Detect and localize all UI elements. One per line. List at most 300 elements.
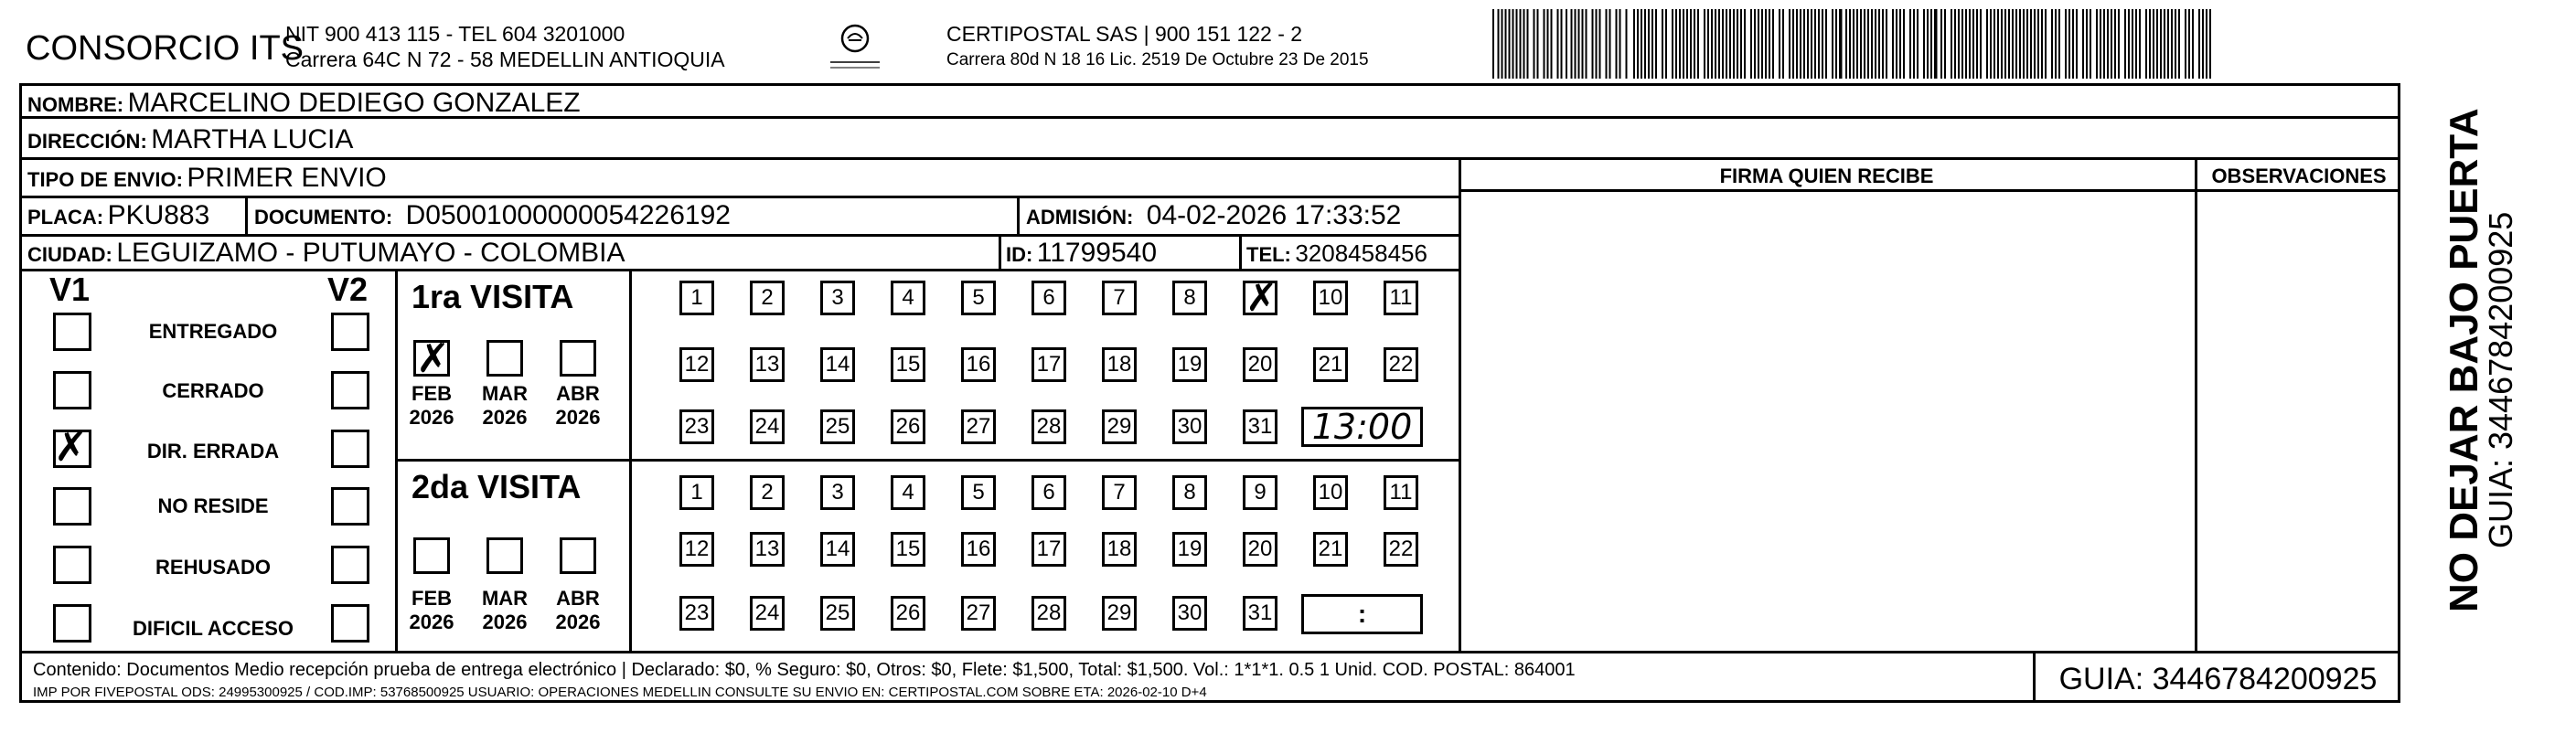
visit2-time: : bbox=[1357, 600, 1367, 628]
barcode-bar bbox=[2019, 9, 2021, 79]
barcode-bar bbox=[2100, 9, 2101, 79]
col-divider bbox=[1459, 157, 1461, 651]
observaciones-header: OBSERVACIONES bbox=[2211, 165, 2387, 187]
v1-checkbox-no-reside[interactable] bbox=[53, 487, 91, 526]
visit1-title: 1ra VISITA bbox=[412, 278, 574, 315]
barcode-bar bbox=[1683, 9, 1684, 79]
check-mark-icon: ✗ bbox=[1245, 275, 1278, 320]
barcode-bar bbox=[1944, 9, 1946, 79]
address-line: Carrera 64C N 72 - 58 MEDELLIN ANTIOQUIA bbox=[285, 48, 725, 71]
id-label: ID: bbox=[1006, 243, 1033, 266]
visit1-day-19[interactable]: 19 bbox=[1172, 347, 1207, 382]
visit1-day-5[interactable]: 5 bbox=[961, 281, 996, 315]
barcode-bar bbox=[2145, 9, 2147, 79]
visit1-day-4[interactable]: 4 bbox=[891, 281, 925, 315]
barcode-bar bbox=[1875, 9, 1876, 79]
visit2-day-26[interactable]: 26 bbox=[891, 596, 925, 631]
col-divider bbox=[999, 234, 1001, 269]
barcode-bar bbox=[1679, 9, 1681, 79]
barcode-bar bbox=[1637, 9, 1639, 79]
barcode-bar bbox=[1856, 9, 1858, 79]
direccion-row bbox=[27, 124, 353, 155]
barcode-bar bbox=[1726, 9, 1727, 79]
visit1-day-8[interactable]: 8 bbox=[1172, 281, 1207, 315]
v2-checkbox-entregado[interactable] bbox=[331, 313, 369, 351]
barcode-bar bbox=[1606, 9, 1608, 79]
barcode-bar bbox=[1934, 9, 1938, 79]
visit1-day-23[interactable]: 23 bbox=[679, 409, 714, 444]
visit2-day-11[interactable]: 11 bbox=[1384, 475, 1418, 510]
tipo-row bbox=[27, 163, 387, 194]
barcode-bar bbox=[1571, 9, 1573, 79]
barcode-bar bbox=[1864, 9, 1865, 79]
barcode-bar bbox=[1616, 9, 1618, 79]
barcode-bar bbox=[1839, 9, 1843, 79]
col-divider bbox=[1017, 196, 1020, 234]
row-divider bbox=[19, 651, 2400, 653]
barcode-bar bbox=[2202, 9, 2204, 79]
documento-cell bbox=[254, 200, 731, 231]
barcode-bar bbox=[2124, 9, 2126, 79]
visit1-day-20[interactable]: 20 bbox=[1243, 347, 1277, 382]
barcode-bar bbox=[2058, 9, 2060, 79]
visit2-day-3[interactable]: 3 bbox=[820, 475, 855, 510]
row-divider bbox=[19, 269, 1459, 271]
documento-label: DOCUMENTO: bbox=[254, 206, 393, 228]
barcode-bar bbox=[2128, 9, 2130, 79]
barcode-bar bbox=[1990, 9, 1992, 79]
visit2-day-21[interactable]: 21 bbox=[1313, 532, 1348, 567]
visit1-day-22[interactable]: 22 bbox=[1384, 347, 1418, 382]
ciudad-value: LEGUIZAMO - PUTUMAYO - COLOMBIA bbox=[116, 238, 625, 268]
direccion-label: DIRECCIÓN: bbox=[27, 130, 147, 153]
barcode-bar bbox=[1551, 9, 1553, 79]
barcode-bar bbox=[2164, 9, 2165, 79]
barcode-bar bbox=[1860, 9, 1862, 79]
barcode-bar bbox=[1927, 9, 1929, 79]
visit2-title: 2da VISITA bbox=[412, 468, 582, 505]
v1-header: V1 bbox=[49, 271, 91, 308]
barcode-bar bbox=[2139, 9, 2141, 79]
barcode-bar bbox=[2012, 9, 2014, 79]
barcode-bar bbox=[2107, 9, 2109, 79]
barcode-bar bbox=[1913, 9, 1915, 79]
barcode-bar bbox=[1896, 9, 1897, 79]
tel-label: TEL: bbox=[1246, 243, 1291, 266]
barcode-bar bbox=[1923, 9, 1925, 79]
visit1-day-18[interactable]: 18 bbox=[1102, 347, 1137, 382]
barcode-bar bbox=[1729, 9, 1731, 79]
visit2-day-29[interactable]: 29 bbox=[1102, 596, 1137, 631]
row-divider bbox=[1459, 189, 2400, 192]
barcode-bar bbox=[2135, 9, 2137, 79]
visit2-month-feb-checkbox[interactable] bbox=[413, 537, 450, 574]
visit1-day-7[interactable]: 7 bbox=[1102, 281, 1137, 315]
barcode-bar bbox=[1814, 9, 1816, 79]
barcode-bar bbox=[1544, 9, 1545, 79]
visit1-day-17[interactable]: 17 bbox=[1031, 347, 1066, 382]
visit2-day-31[interactable]: 31 bbox=[1243, 596, 1277, 631]
barcode-bar bbox=[1930, 9, 1932, 79]
visit1-day-16[interactable]: 16 bbox=[961, 347, 996, 382]
barcode-bar bbox=[1711, 9, 1713, 79]
visit2-day-13[interactable]: 13 bbox=[750, 532, 785, 567]
visit2-day-5[interactable]: 5 bbox=[961, 475, 996, 510]
barcode-bar bbox=[1575, 9, 1577, 79]
visit1-month-mar-checkbox[interactable] bbox=[486, 340, 523, 377]
visit1-day-27[interactable]: 27 bbox=[961, 409, 996, 444]
check-mark-icon: ✗ bbox=[416, 335, 450, 382]
visit1-day-2[interactable]: 2 bbox=[750, 281, 785, 315]
barcode-bar bbox=[1523, 9, 1525, 79]
visit1-day-12[interactable]: 12 bbox=[679, 347, 714, 382]
barcode-bar bbox=[1972, 9, 1974, 79]
barcode-bar bbox=[1686, 9, 1688, 79]
barcode-bar bbox=[1733, 9, 1735, 79]
visit2-day-1[interactable]: 1 bbox=[679, 475, 714, 510]
barcode-bar bbox=[1534, 9, 1535, 79]
barcode-bar bbox=[1651, 9, 1653, 79]
nombre-row bbox=[27, 88, 581, 119]
footer-guia: GUIA: 3446784200925 bbox=[2058, 662, 2378, 696]
barcode-bar bbox=[1822, 9, 1823, 79]
barcode-bar bbox=[2192, 9, 2194, 79]
barcode-bar bbox=[1599, 9, 1601, 79]
barcode-bar bbox=[2026, 9, 2028, 79]
barcode-bar bbox=[1520, 9, 1522, 79]
v1-checkbox-dificil-acceso[interactable] bbox=[53, 604, 91, 643]
visit2-day-16[interactable]: 16 bbox=[961, 532, 996, 567]
barcode-bar bbox=[2132, 9, 2133, 79]
visit1-day-21[interactable]: 21 bbox=[1313, 347, 1348, 382]
nombre-value: MARCELINO DEDIEGO GONZALEZ bbox=[127, 88, 581, 118]
ciudad-cell bbox=[27, 238, 625, 269]
barcode-bar bbox=[1782, 9, 1784, 79]
visit2-month-mar-checkbox[interactable] bbox=[486, 537, 523, 574]
barcode-bar bbox=[1772, 9, 1774, 79]
ciudad-label: CIUDAD: bbox=[27, 243, 112, 266]
visit1-time-box[interactable] bbox=[1301, 407, 1423, 447]
barcode-bar bbox=[1940, 9, 1942, 79]
barcode-bar bbox=[1690, 9, 1692, 79]
barcode-bar bbox=[1969, 9, 1971, 79]
barcode-bar bbox=[1655, 9, 1657, 79]
barcode-bar bbox=[2167, 9, 2169, 79]
barcode-bar bbox=[1800, 9, 1801, 79]
visit2-day-17[interactable]: 17 bbox=[1031, 532, 1066, 567]
visit1-day-9[interactable] bbox=[1243, 275, 1278, 320]
barcode-bar bbox=[2206, 9, 2207, 79]
barcode-bar bbox=[1641, 9, 1642, 79]
barcode-bar bbox=[1867, 9, 1869, 79]
v1-checkbox-dir-errada[interactable] bbox=[53, 424, 91, 471]
barcode-bar bbox=[2001, 9, 2003, 79]
barcode-bar bbox=[1715, 9, 1716, 79]
visit1-day-30[interactable]: 30 bbox=[1172, 409, 1207, 444]
barcode-bar bbox=[2072, 9, 2074, 79]
status-label: DIR. ERRADA bbox=[146, 440, 280, 462]
barcode-bar bbox=[1561, 9, 1563, 79]
barcode-bar bbox=[1744, 9, 1746, 79]
tel-cell bbox=[1246, 239, 1427, 268]
check-mark-icon: ✗ bbox=[54, 424, 88, 471]
barcode-bar bbox=[1675, 9, 1677, 79]
barcode-bar bbox=[1718, 9, 1720, 79]
barcode-bar bbox=[1951, 9, 1952, 79]
visit2-day-6[interactable]: 6 bbox=[1031, 475, 1066, 510]
barcode-bar bbox=[2030, 9, 2032, 79]
barcode-bar bbox=[1662, 9, 1663, 79]
status-label: REHUSADO bbox=[155, 556, 271, 579]
barcode-bar bbox=[1792, 9, 1794, 79]
visit2-day-2[interactable]: 2 bbox=[750, 475, 785, 510]
barcode-bar bbox=[1961, 9, 1963, 79]
barcode-bar bbox=[1626, 9, 1628, 79]
barcode-bar bbox=[1619, 9, 1621, 79]
visit2-day-20[interactable]: 20 bbox=[1243, 532, 1277, 567]
visit2-day-24[interactable]: 24 bbox=[750, 596, 785, 631]
visit1-day-31[interactable]: 31 bbox=[1243, 409, 1277, 444]
barcode-bar bbox=[2171, 9, 2173, 79]
visit2-day-28[interactable]: 28 bbox=[1031, 596, 1066, 631]
visit2-time-box[interactable] bbox=[1301, 594, 1423, 634]
barcode-bar bbox=[1832, 9, 1833, 79]
barcode-bar bbox=[2082, 9, 2084, 79]
barcode-bar bbox=[2160, 9, 2162, 79]
barcode-bar bbox=[1740, 9, 1742, 79]
barcode-bar bbox=[2185, 9, 2186, 79]
barcode-bar bbox=[1980, 9, 1982, 79]
barcode-bar bbox=[1965, 9, 1967, 79]
barcode-bar bbox=[1582, 9, 1584, 79]
status-label: NO RESIDE bbox=[157, 494, 269, 517]
visit2-month-abr-checkbox[interactable] bbox=[560, 537, 596, 574]
license-line: Carrera 80d N 18 16 Lic. 2519 De Octubre 23 De 2015 bbox=[946, 50, 1369, 69]
visit1-month-abr-checkbox[interactable] bbox=[560, 340, 596, 377]
barcode-bar bbox=[1845, 9, 1847, 79]
barcode-bar bbox=[1586, 9, 1587, 79]
v2-checkbox-cerrado[interactable] bbox=[331, 371, 369, 409]
tipo-label: TIPO DE ENVIO: bbox=[27, 168, 183, 191]
barcode-bar bbox=[1993, 9, 1995, 79]
barcode-bar bbox=[1527, 9, 1529, 79]
barcode-bar bbox=[2068, 9, 2070, 79]
placa-value: PKU883 bbox=[107, 200, 210, 230]
visit1-day-13[interactable]: 13 bbox=[750, 347, 785, 382]
v1-checkbox-entregado[interactable] bbox=[53, 313, 91, 351]
visit1-day-11[interactable]: 11 bbox=[1384, 281, 1418, 315]
visit1-day-10[interactable]: 10 bbox=[1313, 281, 1348, 315]
visit1-time: 13:00 bbox=[1311, 407, 1413, 447]
barcode-bar bbox=[1644, 9, 1646, 79]
barcode-bar bbox=[2153, 9, 2154, 79]
row-divider bbox=[19, 234, 1459, 237]
barcode-bar bbox=[1976, 9, 1978, 79]
barcode-bar bbox=[1871, 9, 1873, 79]
barcode-bar bbox=[1779, 9, 1780, 79]
visit2-month-label: MAR 2026 bbox=[481, 587, 529, 633]
barcode-bar bbox=[1509, 9, 1511, 79]
visit2-day-27[interactable]: 27 bbox=[961, 596, 996, 631]
visit2-day-7[interactable]: 7 bbox=[1102, 475, 1137, 510]
visit1-day-29[interactable]: 29 bbox=[1102, 409, 1137, 444]
barcode-bar bbox=[1596, 9, 1598, 79]
barcode-bar bbox=[2015, 9, 2017, 79]
visit2-day-30[interactable]: 30 bbox=[1172, 596, 1207, 631]
visit2-day-25[interactable]: 25 bbox=[820, 596, 855, 631]
barcode-bar bbox=[1954, 9, 1956, 79]
visit2-month-label: FEB 2026 bbox=[409, 587, 454, 633]
barcode-bar bbox=[2175, 9, 2176, 79]
barcode-bar bbox=[2090, 9, 2091, 79]
nombre-label: NOMBRE: bbox=[27, 93, 124, 116]
barcode-bar bbox=[1592, 9, 1594, 79]
barcode-bar bbox=[2023, 9, 2025, 79]
barcode-bar bbox=[1633, 9, 1635, 79]
row-divider bbox=[19, 196, 1459, 198]
visit1-day-15[interactable]: 15 bbox=[891, 347, 925, 382]
visit2-day-15[interactable]: 15 bbox=[891, 532, 925, 567]
barcode-bar bbox=[1505, 9, 1507, 79]
tel-value: 3208458456 bbox=[1295, 239, 1427, 267]
barcode-bar bbox=[2209, 9, 2211, 79]
barcode-bar bbox=[1557, 9, 1559, 79]
barcode-bar bbox=[2055, 9, 2057, 79]
barcode-bar bbox=[1697, 9, 1699, 79]
barcode-bar bbox=[2045, 9, 2047, 79]
barcode-bar bbox=[1807, 9, 1809, 79]
visit2-day-18[interactable]: 18 bbox=[1102, 532, 1137, 567]
admision-cell bbox=[1026, 200, 1401, 231]
v2-checkbox-rehusado[interactable] bbox=[331, 546, 369, 584]
v2-checkbox-dificil-acceso[interactable] bbox=[331, 604, 369, 643]
visit1-day-1[interactable]: 1 bbox=[679, 281, 714, 315]
barcode-bar bbox=[1537, 9, 1539, 79]
visit1-day-26[interactable]: 26 bbox=[891, 409, 925, 444]
certipostal-logo bbox=[823, 18, 887, 73]
barcode-bar bbox=[1516, 9, 1518, 79]
barcode-bar bbox=[1769, 9, 1770, 79]
visit2-day-22[interactable]: 22 bbox=[1384, 532, 1418, 567]
direccion-value: MARTHA LUCIA bbox=[151, 124, 354, 154]
visit2-month-label: ABR 2026 bbox=[555, 587, 601, 633]
barcode-bar bbox=[1917, 9, 1919, 79]
id-cell bbox=[1006, 238, 1157, 269]
barcode-bar bbox=[1566, 9, 1567, 79]
barcode-bar bbox=[1750, 9, 1752, 79]
barcode-bar bbox=[1811, 9, 1812, 79]
admision-value: 04-02-2026 17:33:52 bbox=[1146, 200, 1402, 230]
barcode-bar bbox=[1672, 9, 1673, 79]
barcode-bar bbox=[1886, 9, 1887, 79]
visit2-day-8[interactable]: 8 bbox=[1172, 475, 1207, 510]
barcode-bar bbox=[1882, 9, 1884, 79]
placa-label: PLACA: bbox=[27, 206, 104, 228]
barcode-bar bbox=[1761, 9, 1763, 79]
barcode-bar bbox=[1986, 9, 1988, 79]
barcode-bar bbox=[1648, 9, 1650, 79]
col-divider bbox=[1239, 234, 1242, 269]
barcode-bar bbox=[2037, 9, 2039, 79]
tipo-value: PRIMER ENVIO bbox=[187, 163, 387, 193]
visit1-day-25[interactable]: 25 bbox=[820, 409, 855, 444]
barcode-bar bbox=[2076, 9, 2078, 79]
visit1-month-label: FEB 2026 bbox=[409, 382, 454, 429]
barcode-bar bbox=[1803, 9, 1805, 79]
col-divider bbox=[245, 196, 248, 234]
v2-checkbox-no-reside[interactable] bbox=[331, 487, 369, 526]
nit-line: NIT 900 413 115 - TEL 604 3201000 bbox=[285, 22, 625, 46]
footer-contenido: Contenido: Documentos Medio recepción prueba de entrega electrónico | Declarado: $0, % Seguro: $0, Otros: $0, Flete: $1,500, Total: $1,500. Vol.: 1*1*1. 0.5 1 Unid. COD. POSTAL: 864001 bbox=[33, 660, 1576, 680]
barcode-bar bbox=[2008, 9, 2010, 79]
visit1-day-6[interactable]: 6 bbox=[1031, 281, 1066, 315]
visit1-day-14[interactable]: 14 bbox=[820, 347, 855, 382]
barcode-bar bbox=[1737, 9, 1738, 79]
visit2-day-10[interactable]: 10 bbox=[1313, 475, 1348, 510]
v1-checkbox-rehusado[interactable] bbox=[53, 546, 91, 584]
v2-checkbox-dir-errada[interactable] bbox=[331, 430, 369, 468]
barcode-bar bbox=[1754, 9, 1756, 79]
barcode-bar bbox=[2065, 9, 2067, 79]
barcode-bar bbox=[1892, 9, 1894, 79]
side-guia: GUIA: 3446784200925 bbox=[2482, 211, 2519, 548]
barcode-bar bbox=[1502, 9, 1503, 79]
visit2-day-9[interactable]: 9 bbox=[1243, 475, 1277, 510]
visit1-day-24[interactable]: 24 bbox=[750, 409, 785, 444]
documento-value: D05001000000054226192 bbox=[405, 200, 731, 230]
company-name: CONSORCIO ITS bbox=[26, 29, 305, 68]
status-label: CERRADO bbox=[162, 379, 264, 402]
visit2-day-4[interactable]: 4 bbox=[891, 475, 925, 510]
v2-header: V2 bbox=[327, 271, 369, 308]
barcode-bar bbox=[2096, 9, 2098, 79]
barcode-bar bbox=[2198, 9, 2200, 79]
barcode-bar bbox=[1835, 9, 1837, 79]
barcode-bar bbox=[1578, 9, 1580, 79]
visit2-day-19[interactable]: 19 bbox=[1172, 532, 1207, 567]
barcode-bar bbox=[1609, 9, 1611, 79]
courier-line: CERTIPOSTAL SAS | 900 151 122 - 2 bbox=[946, 22, 1303, 46]
status-label: ENTREGADO bbox=[148, 320, 278, 343]
visit2-day-12[interactable]: 12 bbox=[679, 532, 714, 567]
barcode-bar bbox=[2051, 9, 2053, 79]
v1-checkbox-cerrado[interactable] bbox=[53, 371, 91, 409]
barcode-bar bbox=[1899, 9, 1901, 79]
visit-separator bbox=[395, 459, 1459, 462]
visit1-day-3[interactable]: 3 bbox=[820, 281, 855, 315]
barcode-bar bbox=[1818, 9, 1820, 79]
barcode-bar bbox=[1825, 9, 1827, 79]
barcode-bar bbox=[1853, 9, 1855, 79]
visit1-month-label: ABR 2026 bbox=[555, 382, 601, 429]
barcode-bar bbox=[2103, 9, 2105, 79]
barcode-bar bbox=[2034, 9, 2036, 79]
barcode-bar bbox=[1909, 9, 1911, 79]
visit2-day-14[interactable]: 14 bbox=[820, 532, 855, 567]
visit1-day-28[interactable]: 28 bbox=[1031, 409, 1066, 444]
id-value: 11799540 bbox=[1036, 238, 1158, 268]
barcode-bar bbox=[1878, 9, 1880, 79]
visit2-day-23[interactable]: 23 bbox=[679, 596, 714, 631]
visit1-month-feb-checkbox[interactable] bbox=[413, 335, 450, 382]
barcode-bar bbox=[2156, 9, 2158, 79]
barcode-bar bbox=[1997, 9, 1999, 79]
barcode-bar bbox=[1498, 9, 1500, 79]
firma-header: FIRMA QUIEN RECIBE bbox=[1719, 165, 1934, 187]
barcode-bar bbox=[1694, 9, 1695, 79]
barcode-bar bbox=[1796, 9, 1798, 79]
row-divider bbox=[19, 157, 2400, 160]
